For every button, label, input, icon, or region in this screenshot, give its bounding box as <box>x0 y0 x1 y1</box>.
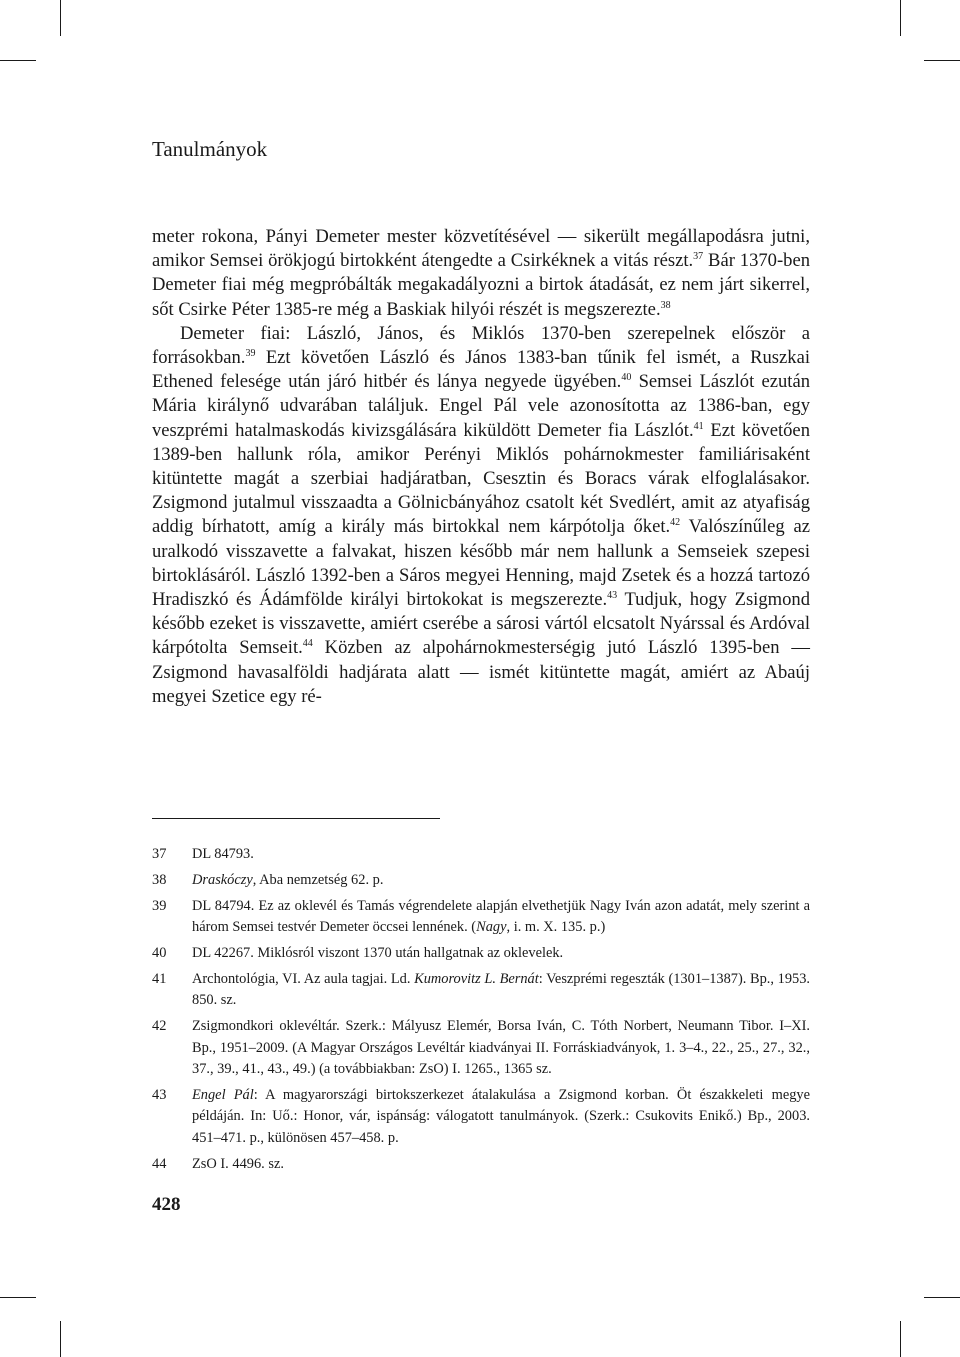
footnote-text <box>192 844 810 865</box>
body-text <box>152 225 810 709</box>
crop-mark-bottom-left-horizontal <box>0 1297 36 1298</box>
footnote-number: 39 <box>152 897 167 914</box>
footnote-author: Engel Pál <box>192 1087 254 1104</box>
footnote-author: Kumorovitz L. Bernát <box>414 971 539 988</box>
paragraph-2-text-6: Tudjuk, hogy Zsigmond később ezeket is visszavette, amiért cserébe a sárosi vártól elcsatolt Nyárssal és Ardóval kárpótolta Semseit. <box>152 589 811 659</box>
paragraph-2-text-4: Ezt követően 1389-ben hallunk róla, amikor Perényi Miklós pohárnokmester familiárisaként kitüntette magát a szerbiai hadjáratban, Csesztin és Boracs várak elfoglalásakor. Zsigmond jutalmul visszaadta a Gölnicbányához csatolt két Svedlért, amit az atyafiság addig bírhatott, amíg a király más birtokkal nem kárpótolja őket. <box>152 419 810 538</box>
crop-mark-bottom-left-vertical <box>60 1321 61 1357</box>
paragraph-1-text-1: meter rokona, Pányi Demeter mester közvetítésével — sikerült megállapodásra jutni, amikor Semsei örökjogú birtokként átengedte a Csirkéknek a vitás részt. <box>152 226 810 272</box>
paragraph-2-text-3: Semsei Lászlót ezután Mária királynő udvarában találjuk. Engel Pál vele azonosította az 1386-ban, egy veszprémi hatalmaskodás kivizsgálására kiküldött Demeter fia Lászlót. <box>152 371 811 441</box>
crop-mark-top-right-horizontal <box>924 60 960 61</box>
paragraph-2-text-1: Demeter fiai: László, János, és Miklós 1370-ben szerepelnek először a forrásokban. <box>152 322 810 369</box>
footnote-text <box>192 896 810 939</box>
footnotes <box>152 844 810 1180</box>
footnote-separator <box>152 818 440 819</box>
footnote-number: 38 <box>152 871 167 888</box>
footnote-ref-39: 39 <box>245 348 256 360</box>
paragraph-1 <box>152 225 810 322</box>
footnote-text <box>192 870 810 891</box>
footnote-text-part: Archontológia, VI. Az aula tagjai. Ld. <box>192 971 415 988</box>
footnote-text-part: : A magyarországi birtokszerkezet átalakulása a Zsigmond korban. Öt északkeleti megye példáján. In: Uő.: Honor, vár, ispánság: válogatott tanulmányok. (Szerk.: Csukovits Enikő.) Bp., 2003. 451–471. p., különösen 457–458. p. <box>192 1087 810 1146</box>
footnote-text-part: ZsO I. 4496. sz. <box>192 1155 284 1172</box>
footnote-text-part: DL 84793. <box>192 846 254 862</box>
footnote-ref-40: 40 <box>621 372 632 384</box>
footnote-text <box>192 1085 810 1149</box>
footnote-ref-37: 37 <box>693 251 704 263</box>
crop-mark-top-right-vertical <box>900 0 901 36</box>
footnote-41 <box>152 969 810 1012</box>
footnote-ref-42: 42 <box>670 517 681 529</box>
footnote-text <box>192 969 810 1012</box>
crop-mark-bottom-right-horizontal <box>924 1297 960 1298</box>
footnote-38 <box>152 870 810 891</box>
footnote-text <box>192 1016 810 1080</box>
footnote-number: 41 <box>152 971 167 988</box>
footnote-number: 43 <box>152 1087 167 1104</box>
paragraph-2 <box>152 322 810 709</box>
crop-mark-top-left-horizontal <box>0 60 36 61</box>
footnote-number: 37 <box>152 846 167 862</box>
crop-mark-top-left-vertical <box>60 0 61 36</box>
footnote-number: 42 <box>152 1018 167 1035</box>
crop-mark-bottom-right-vertical <box>900 1321 901 1357</box>
footnote-author: Draskóczy <box>192 871 253 888</box>
page-number: 428 <box>152 1194 181 1215</box>
footnote-author: Nagy <box>476 919 507 936</box>
footnote-ref-43: 43 <box>607 590 618 602</box>
footnote-number: 44 <box>152 1155 167 1172</box>
paragraph-2-text-2: Ezt követően László és János 1383-ban tűnik fel ismét, a Ruszkai Ethened felesége után járó hitbér és lánya negyede ügyében. <box>152 347 810 393</box>
footnote-39 <box>152 896 810 939</box>
footnote-text <box>192 1154 810 1175</box>
running-head: Tanulmányok <box>152 137 268 161</box>
footnote-ref-44: 44 <box>302 638 313 650</box>
footnote-text-part: Zsigmondkori oklevéltár. Szerk.: Mályusz Elemér, Borsa Iván, C. Tóth Norbert, Neumann Tibor. I–XI. Bp., 1951–2009. (A Magyar Országos Levéltár kiadványai II. Forráskiadványok, 1. 3–4., 22., 25., 27., 32., 37., 39., 41., 43., 49.) (a továbbiakban: ZsO) I. 1265., 1365 sz. <box>192 1018 810 1078</box>
footnote-42 <box>152 1016 810 1080</box>
footnote-43 <box>152 1085 810 1149</box>
footnote-44 <box>152 1154 810 1175</box>
footnote-number: 40 <box>152 945 167 962</box>
paragraph-1-text-2: Bár 1370-ben Demeter fiai még megpróbálták megakadályozni a birtok átadását, ez nem járt sikerrel, sőt Csirke Péter 1385-re még a Baskiak hilyói részét is megszerezte. <box>152 250 811 320</box>
paragraph-2-text-7: Közben az alpohárnokmesterségig jutó László 1395-ben — Zsigmond havasalföldi hadjárata alatt — ismét kitüntette magát, amiért az Abaúj megyei Szetice egy ré- <box>152 637 811 707</box>
footnote-37 <box>152 844 810 865</box>
footnote-text-part: , Aba nemzetség 62. p. <box>252 871 384 888</box>
footnote-ref-41: 41 <box>693 420 704 432</box>
footnote-text-part: DL 84794. Ez az oklevél és Tamás végrendelete alapján elvethetjük Nagy Iván azon adatát, mely szerint a három Semsei testvér Demeter öccsei lennének. ( <box>192 897 810 936</box>
footnote-text-part: , i. m. X. 135. p.) <box>506 919 606 936</box>
footnote-40 <box>152 943 810 964</box>
footnote-text <box>192 943 810 964</box>
footnote-text-part: DL 42267. Miklósról viszont 1370 után hallgatnak az oklevelek. <box>192 945 564 962</box>
footnote-text-part: : Veszprémi regeszták (1301–1387). Bp., 1953. 850. sz. <box>192 971 811 1009</box>
paragraph-2-text-5: Valószínűleg az uralkodó visszavette a falvakat, hiszen később már nem hallunk a Semseiek szepesi birtoklásáról. László 1392-ben a Sáros megyei Henning, majd Zsetek és a hozzá tartozó Hradiszkó és Ádámfölde királyi birtokokat is megszerezte. <box>152 516 811 611</box>
footnote-ref-38: 38 <box>660 299 671 311</box>
